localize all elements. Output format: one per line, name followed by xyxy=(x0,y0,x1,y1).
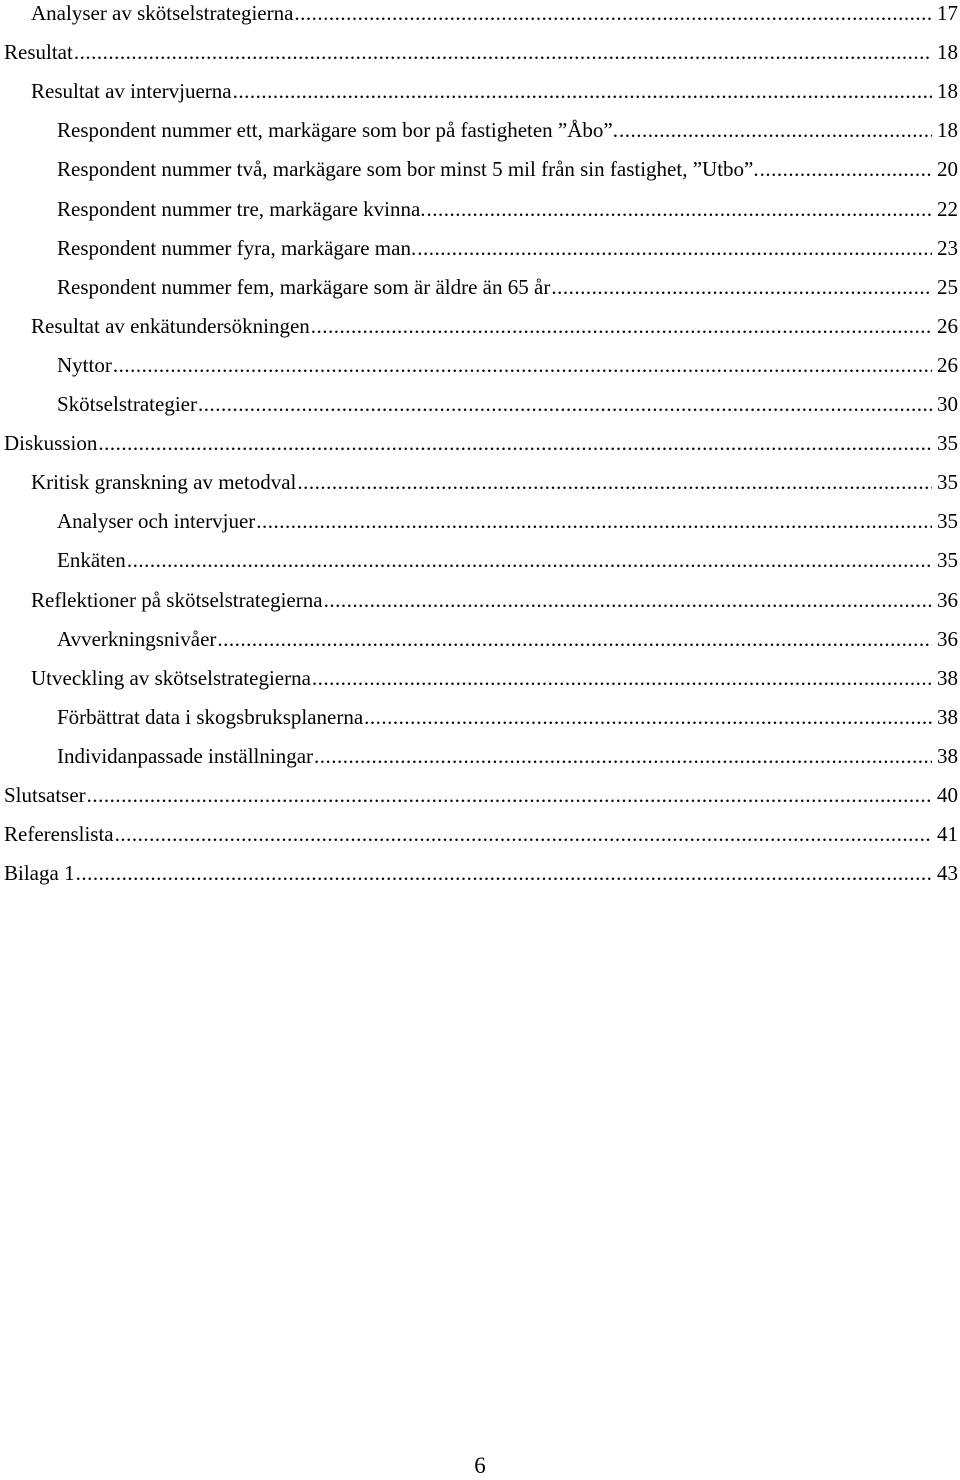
toc-entry[interactable] xyxy=(57,624,958,654)
toc-entry[interactable] xyxy=(57,702,958,732)
toc-entry-title: Nyttor xyxy=(57,352,112,377)
toc-entry-title: Enkäten xyxy=(57,548,126,573)
toc-dot-leader xyxy=(427,194,932,224)
toc-entry[interactable] xyxy=(57,115,958,145)
toc-entry-title: Avverkningsnivåer xyxy=(57,626,217,651)
toc-entry-title: Bilaga 1 xyxy=(4,861,75,886)
toc-dot-leader xyxy=(324,585,932,615)
toc-entry-title: Resultat xyxy=(4,40,73,65)
toc-entry-title: Respondent nummer fyra, markägare man. xyxy=(57,235,417,260)
toc-entry[interactable] xyxy=(31,0,958,28)
toc-entry[interactable] xyxy=(4,428,958,458)
toc-dot-leader xyxy=(311,311,932,341)
toc-entry[interactable] xyxy=(57,194,958,224)
toc-dot-leader xyxy=(127,545,932,575)
toc-entry[interactable] xyxy=(4,819,958,849)
toc-entry[interactable] xyxy=(31,663,958,693)
toc-entry-title: Respondent nummer fem, markägare som är äldre än 65 år xyxy=(57,274,551,299)
toc-entry-title: Förbättrat data i skogsbruksplanerna xyxy=(57,704,364,729)
toc-entry[interactable] xyxy=(57,154,958,184)
toc-dot-leader xyxy=(115,819,932,849)
toc-entry[interactable] xyxy=(31,311,958,341)
toc-entry-title: Respondent nummer ett, markägare som bor på fastigheten ”Åbo”. xyxy=(57,118,618,143)
toc-entry-page: 38 xyxy=(937,704,958,729)
toc-entry[interactable] xyxy=(4,37,958,67)
toc-entry-title: Diskussion xyxy=(4,431,98,456)
toc-entry-page: 36 xyxy=(937,626,958,651)
toc-entry-page: 40 xyxy=(937,783,958,807)
toc-entry[interactable] xyxy=(57,350,958,380)
toc-dot-leader xyxy=(294,0,932,28)
toc-entry[interactable] xyxy=(31,467,958,497)
toc-entry-page: 35 xyxy=(937,509,958,534)
toc-entry-page: 22 xyxy=(937,196,958,221)
toc-entry[interactable] xyxy=(57,389,958,419)
toc-entry[interactable] xyxy=(4,780,958,810)
toc-dot-leader xyxy=(417,233,932,263)
toc-entry-page: 18 xyxy=(937,79,958,104)
toc-entry-page: 26 xyxy=(937,352,958,377)
toc-entry-title: Resultat av enkätundersökningen xyxy=(31,313,310,338)
toc-entry[interactable] xyxy=(57,233,958,263)
toc-entry-page: 41 xyxy=(937,822,958,847)
toc-dot-leader xyxy=(198,389,932,419)
toc-entry-page: 35 xyxy=(937,548,958,573)
toc-entry-title: Respondent nummer tre, markägare kvinna. xyxy=(57,196,426,221)
toc-entry-page: 30 xyxy=(937,392,958,416)
toc-entry-title: Kritisk granskning av metodval xyxy=(31,470,297,495)
toc-dot-leader xyxy=(297,467,932,497)
toc-dot-leader xyxy=(98,428,932,458)
toc-entry-page: 20 xyxy=(937,157,958,182)
page-number: 6 xyxy=(474,1453,486,1478)
toc-entry[interactable] xyxy=(4,858,958,888)
toc-dot-leader xyxy=(364,702,932,732)
toc-entry-page: 18 xyxy=(937,40,958,65)
toc-dot-leader xyxy=(74,37,932,67)
toc-entry-page: 38 xyxy=(937,665,958,690)
toc-entry-page: 38 xyxy=(937,743,958,768)
toc-entry-title: Slutsatser xyxy=(4,783,86,807)
toc-dot-leader xyxy=(256,506,932,536)
toc-entry-page: 23 xyxy=(937,235,958,260)
toc-entry[interactable] xyxy=(57,272,958,302)
toc-entry-title: Referenslista xyxy=(4,822,114,847)
toc-entry[interactable] xyxy=(57,506,958,536)
toc-dot-leader xyxy=(760,154,932,184)
toc-entry-page: 26 xyxy=(937,313,958,338)
toc-entry-page: 17 xyxy=(937,1,958,25)
toc-dot-leader xyxy=(312,663,932,693)
toc-entry-page: 18 xyxy=(937,118,958,143)
toc-entry[interactable] xyxy=(57,545,958,575)
toc-entry-page: 36 xyxy=(937,587,958,612)
toc-entry-title: Resultat av intervjuerna xyxy=(31,79,232,104)
toc-dot-leader xyxy=(619,115,932,145)
toc-entry-page: 35 xyxy=(937,470,958,495)
toc-entry-title: Skötselstrategier xyxy=(57,392,197,416)
toc-entry-title: Reflektioner på skötselstrategierna xyxy=(31,587,323,612)
toc-dot-leader xyxy=(314,741,932,771)
toc-entry-title: Respondent nummer två, markägare som bor minst 5 mil från sin fastighet, ”Utbo”. xyxy=(57,157,759,182)
toc-dot-leader xyxy=(217,624,932,654)
toc-entry[interactable] xyxy=(31,76,958,106)
toc-dot-leader xyxy=(76,858,932,888)
toc-dot-leader xyxy=(233,76,932,106)
toc-entry-title: Analyser och intervjuer xyxy=(57,509,256,534)
toc-entry-title: Utveckling av skötselstrategierna xyxy=(31,665,311,690)
toc-entry-title: Individanpassade inställningar xyxy=(57,743,314,768)
toc-entry-page: 43 xyxy=(937,861,958,886)
toc-entry-page: 25 xyxy=(937,274,958,299)
toc-entry[interactable] xyxy=(57,741,958,771)
toc-dot-leader xyxy=(87,780,932,810)
toc-entry[interactable] xyxy=(31,585,958,615)
toc-entry-title: Analyser av skötselstrategierna xyxy=(31,1,294,25)
toc-entry-page: 35 xyxy=(937,431,958,456)
toc-dot-leader xyxy=(113,350,932,380)
toc-dot-leader xyxy=(551,272,932,302)
